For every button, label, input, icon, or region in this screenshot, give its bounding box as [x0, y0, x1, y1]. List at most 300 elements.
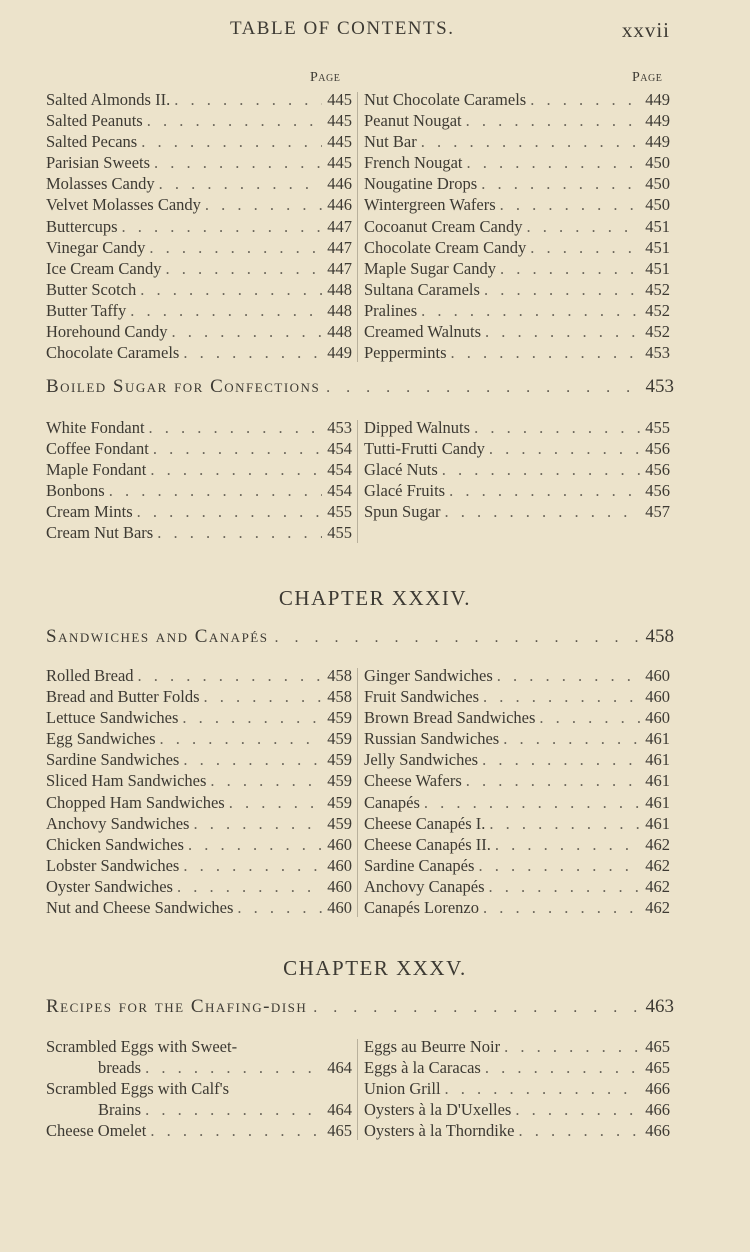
toc-entry — [46, 111, 352, 132]
entry-page: 452 — [645, 322, 670, 342]
toc-entry — [364, 502, 670, 523]
leader-dots — [205, 195, 322, 215]
leader-dots — [445, 502, 640, 522]
entry-title: Chopped Ham Sandwiches — [46, 792, 225, 812]
entry-page: 447 — [327, 237, 352, 257]
leader-dots — [466, 111, 640, 131]
toc-entry — [364, 280, 670, 301]
entry-title: Oyster Sandwiches — [46, 876, 173, 896]
leader-dots — [183, 343, 322, 363]
entry-page: 449 — [645, 90, 670, 109]
entry-page: 447 — [327, 258, 352, 278]
leader-dots — [527, 217, 640, 237]
entry-page: 448 — [327, 322, 352, 342]
entry-title: Cream Nut Bars — [46, 523, 154, 543]
entry-page: 464 — [327, 1100, 352, 1120]
entry-title: Nut and Cheese Sandwiches — [46, 898, 234, 918]
toc-entry — [46, 666, 352, 687]
entry-title: Canapés Lorenzo — [364, 898, 479, 918]
entry-page: 447 — [327, 216, 352, 236]
entry-title: Jelly Sandwiches — [364, 750, 479, 770]
leader-dots — [204, 687, 322, 707]
entry-title: Nut Chocolate Caramels — [364, 90, 527, 109]
leader-dots — [474, 418, 640, 438]
entry-title: Tutti-Frutti Candy — [364, 439, 485, 459]
toc-entry — [364, 771, 670, 792]
right-column — [364, 1037, 670, 1142]
entry-page: 449 — [327, 343, 352, 363]
right-column — [364, 90, 670, 364]
leader-dots — [445, 1079, 640, 1099]
entry-page: 459 — [327, 708, 352, 728]
leader-dots — [210, 771, 322, 791]
toc-entry — [46, 708, 352, 729]
entry-title: Butter Taffy — [46, 300, 127, 320]
leader-dots — [130, 301, 322, 321]
entry-page: 456 — [645, 460, 670, 480]
entry-page: 458 — [327, 687, 352, 707]
section-heading-sandwiches — [46, 626, 674, 648]
entry-page: 451 — [645, 237, 670, 257]
toc-entry — [364, 460, 670, 481]
leader-dots — [481, 174, 640, 194]
running-title: TABLE OF CONTENTS. — [230, 18, 455, 39]
leader-dots — [140, 280, 322, 300]
toc-entry — [364, 343, 670, 364]
section-title: Boiled Sugar for Confections — [46, 376, 321, 397]
toc-entry — [46, 322, 352, 343]
entry-title: Maple Sugar Candy — [364, 258, 496, 278]
entry-title: Lettuce Sandwiches — [46, 708, 179, 728]
leader-dots — [149, 238, 322, 258]
leader-dots — [145, 1058, 322, 1078]
entry-page: 454 — [327, 460, 352, 480]
leader-dots — [154, 153, 322, 173]
entry-title: Peppermints — [364, 343, 447, 363]
column-divider — [357, 668, 358, 917]
entry-title: Dipped Walnuts — [364, 418, 471, 437]
entry-page: 453 — [645, 343, 670, 363]
entries-group-sandwiches — [46, 666, 676, 919]
toc-entry — [364, 132, 670, 153]
toc-entry — [46, 729, 352, 750]
toc-entry — [364, 418, 670, 439]
entries-group-confections — [46, 90, 676, 364]
page-column-label-right: Page — [632, 70, 663, 85]
entry-title: Eggs à la Caracas — [364, 1058, 481, 1078]
entry-page: 452 — [645, 300, 670, 320]
entry-page: 459 — [327, 813, 352, 833]
entry-title: Wintergreen Wafers — [364, 195, 496, 215]
leader-dots — [442, 460, 640, 480]
toc-entry — [364, 814, 670, 835]
leader-dots — [485, 1058, 640, 1078]
entry-title: Ice Cream Candy — [46, 258, 162, 278]
leader-dots — [137, 502, 322, 522]
entry-title: Bread and Butter Folds — [46, 687, 200, 707]
toc-entry — [364, 666, 670, 687]
leader-dots — [174, 90, 322, 110]
leader-dots — [147, 111, 322, 131]
toc-entry — [364, 877, 670, 898]
entry-page: 459 — [327, 750, 352, 770]
entry-title: Salted Peanuts — [46, 111, 143, 131]
leader-dots — [482, 750, 640, 770]
toc-entry — [46, 90, 352, 111]
entry-title: Maple Fondant — [46, 460, 147, 480]
entry-page: 459 — [327, 729, 352, 749]
entry-title: Butter Scotch — [46, 279, 137, 299]
section-page: 463 — [645, 996, 674, 1017]
entry-title: Horehound Candy — [46, 322, 168, 342]
entry-title: Lobster Sandwiches — [46, 855, 180, 875]
chapter-heading-34: CHAPTER XXXIV. — [278, 586, 472, 610]
toc-entry — [46, 439, 352, 460]
leader-dots — [165, 259, 322, 279]
toc-entry — [364, 1121, 670, 1142]
section-heading-chafing-dish — [46, 996, 674, 1018]
toc-entry — [46, 502, 352, 523]
leader-dots — [421, 132, 640, 152]
entry-title: Cocoanut Cream Candy — [364, 216, 523, 236]
toc-entry — [46, 1100, 352, 1121]
entry-title: Fruit Sandwiches — [364, 687, 480, 707]
leader-dots — [159, 174, 322, 194]
toc-entry — [364, 301, 670, 322]
toc-entry — [364, 856, 670, 877]
entry-title: Chocolate Cream Candy — [364, 237, 527, 257]
toc-entry — [364, 238, 670, 259]
entry-title: Salted Almonds II. — [46, 90, 171, 109]
right-column — [364, 666, 670, 919]
toc-entry — [46, 238, 352, 259]
leader-dots — [515, 1100, 640, 1120]
entry-title: French Nougat — [364, 153, 463, 173]
entry-title: Velvet Molasses Candy — [46, 195, 201, 215]
entry-title: Brains — [98, 1100, 142, 1120]
toc-entry — [46, 750, 352, 771]
leader-dots — [497, 666, 640, 686]
toc-entry — [46, 301, 352, 322]
toc-entry — [364, 793, 670, 814]
leader-dots — [500, 259, 640, 279]
entry-page: 457 — [645, 502, 670, 522]
leader-dots — [171, 322, 322, 342]
toc-entry — [364, 322, 670, 343]
entry-page: 446 — [327, 174, 352, 194]
leader-dots — [183, 856, 322, 876]
entry-title: Brown Bread Sandwiches — [364, 708, 536, 728]
entry-page: 454 — [327, 439, 352, 459]
leader-dots — [451, 343, 641, 363]
entry-page: 454 — [327, 481, 352, 501]
page-column-label-left: Page — [310, 70, 341, 85]
toc-entry — [364, 1058, 670, 1079]
entry-title: Buttercups — [46, 216, 118, 236]
leader-dots — [229, 793, 322, 813]
entry-page: 460 — [645, 708, 670, 728]
toc-entry — [364, 1037, 670, 1058]
toc-entry — [364, 259, 670, 280]
column-divider — [357, 420, 358, 543]
toc-entry — [46, 771, 352, 792]
toc-entry — [364, 687, 670, 708]
leader-dots — [489, 439, 640, 459]
entry-page: 445 — [327, 90, 352, 109]
entry-page: 462 — [645, 876, 670, 896]
entry-page: 451 — [645, 258, 670, 278]
leader-dots — [160, 729, 322, 749]
toc-entry — [46, 898, 352, 919]
entry-title: Anchovy Canapés — [364, 876, 485, 896]
toc-entry — [46, 687, 352, 708]
entry-title: Chocolate Caramels — [46, 343, 180, 363]
entry-page: 456 — [645, 481, 670, 501]
entry-page: 462 — [645, 898, 670, 918]
entry-page: 448 — [327, 300, 352, 320]
leader-dots — [500, 195, 640, 215]
leader-dots — [141, 132, 322, 152]
entry-title: Bonbons — [46, 481, 105, 501]
toc-entry — [364, 481, 670, 502]
entry-title: Glacé Fruits — [364, 481, 446, 501]
entry-page: 455 — [327, 502, 352, 522]
entry-page: 450 — [645, 195, 670, 215]
leader-dots — [150, 460, 322, 480]
leader-dots — [530, 90, 640, 110]
leader-dots — [503, 729, 640, 749]
leader-dots — [485, 322, 640, 342]
entry-title: Sardine Sandwiches — [46, 750, 180, 770]
entry-title: Cheese Canapés II. — [364, 834, 491, 854]
entry-page: 465 — [645, 1037, 670, 1056]
leader-dots — [424, 793, 640, 813]
column-divider — [357, 1039, 358, 1140]
entry-page: 462 — [645, 834, 670, 854]
entry-title: Eggs au Beurre Noir — [364, 1037, 501, 1056]
entry-title: breads — [98, 1058, 142, 1078]
entry-title: Cheese Omelet — [46, 1121, 147, 1141]
leader-dots — [539, 708, 640, 728]
leader-dots — [149, 418, 322, 438]
entry-title: Pralines — [364, 300, 418, 320]
leader-dots — [177, 877, 322, 897]
toc-entry — [364, 898, 670, 919]
entry-title: Vinegar Candy — [46, 237, 146, 257]
entry-title: Scrambled Eggs with Calf's — [46, 1079, 230, 1099]
entry-page: 460 — [327, 898, 352, 918]
entry-title: Oysters à la Thorndike — [364, 1121, 515, 1141]
leader-dots — [495, 835, 640, 855]
entry-page: 451 — [645, 216, 670, 236]
toc-entry — [364, 217, 670, 238]
entry-title: Parisian Sweets — [46, 153, 151, 173]
leader-dots — [518, 1121, 640, 1141]
toc-entry — [46, 132, 352, 153]
leader-dots — [138, 666, 322, 686]
entries-group-chafing-dish — [46, 1037, 676, 1142]
entry-page: 446 — [327, 195, 352, 215]
toc-entry — [46, 343, 352, 364]
entry-title: Union Grill — [364, 1079, 441, 1099]
leader-dots — [421, 301, 640, 321]
toc-entry — [46, 877, 352, 898]
toc-entry — [364, 111, 670, 132]
left-column — [46, 666, 352, 919]
leader-dots — [489, 877, 640, 897]
entry-title: Nut Bar — [364, 132, 417, 152]
left-column — [46, 90, 352, 364]
entry-title: Oysters à la D'Uxelles — [364, 1100, 512, 1120]
toc-entry — [46, 481, 352, 502]
toc-entry — [46, 1037, 352, 1058]
toc-entry — [364, 708, 670, 729]
toc-entry — [364, 153, 670, 174]
entry-title: White Fondant — [46, 418, 145, 437]
toc-entry — [46, 1058, 352, 1079]
leader-dots — [237, 898, 322, 918]
toc-entry — [46, 856, 352, 877]
toc-entry — [46, 1121, 352, 1142]
section-page: 458 — [645, 626, 674, 647]
entry-page: 455 — [645, 418, 670, 437]
leader-dots — [489, 814, 640, 834]
entry-page: 445 — [327, 132, 352, 152]
toc-entry — [364, 750, 670, 771]
entries-group-boiled-sugar — [46, 418, 676, 545]
entry-title: Sardine Canapés — [364, 855, 475, 875]
toc-entry — [364, 195, 670, 216]
entry-title: Sultana Caramels — [364, 279, 480, 299]
entry-page: 455 — [327, 523, 352, 543]
toc-entry — [364, 174, 670, 195]
toc-entry — [46, 153, 352, 174]
leader-dots — [483, 898, 640, 918]
leader-dots — [183, 750, 322, 770]
entry-page: 459 — [327, 771, 352, 791]
entry-page: 466 — [645, 1100, 670, 1120]
entry-title: Cheese Canapés I. — [364, 813, 486, 833]
entry-title: Spun Sugar — [364, 502, 441, 522]
toc-entry — [364, 835, 670, 856]
entry-title: Coffee Fondant — [46, 439, 149, 459]
entry-page: 461 — [645, 813, 670, 833]
toc-entry — [46, 418, 352, 439]
entry-page: 449 — [645, 111, 670, 131]
leader-dots — [313, 999, 639, 1017]
section-title: Sandwiches and Canapés — [46, 626, 269, 647]
toc-entry — [364, 729, 670, 750]
page-folio: xxvii — [621, 18, 670, 42]
section-heading-boiled-sugar — [46, 376, 674, 398]
toc-entry — [46, 195, 352, 216]
leader-dots — [449, 481, 640, 501]
entry-page: 445 — [327, 111, 352, 131]
entry-page: 460 — [327, 834, 352, 854]
entry-page: 466 — [645, 1079, 670, 1099]
left-column — [46, 1037, 352, 1142]
leader-dots — [274, 629, 639, 647]
entry-page: 452 — [645, 279, 670, 299]
entry-title: Canapés — [364, 792, 420, 812]
entry-page: 448 — [327, 279, 352, 299]
entry-page: 456 — [645, 439, 670, 459]
entry-page: 450 — [645, 153, 670, 173]
toc-entry — [46, 280, 352, 301]
entry-page: 460 — [645, 687, 670, 707]
entry-title: Salted Pecans — [46, 132, 138, 152]
entry-title: Creamed Walnuts — [364, 322, 482, 342]
leader-dots — [188, 835, 322, 855]
entry-title: Peanut Nougat — [364, 111, 462, 131]
leader-dots — [466, 771, 640, 791]
entry-title: Russian Sandwiches — [364, 729, 500, 749]
entry-title: Ginger Sandwiches — [364, 666, 493, 685]
entry-page: 460 — [327, 876, 352, 896]
column-divider — [357, 92, 358, 362]
entry-page: 449 — [645, 132, 670, 152]
entry-page: 466 — [645, 1121, 670, 1141]
entry-title: Sliced Ham Sandwiches — [46, 771, 207, 791]
entry-page: 453 — [327, 418, 352, 437]
chapter-heading-35: CHAPTER XXXV. — [283, 956, 467, 980]
leader-dots — [504, 1037, 640, 1057]
entry-page: 460 — [645, 666, 670, 685]
toc-entry — [46, 460, 352, 481]
entry-page: 465 — [327, 1121, 352, 1141]
entry-page: 459 — [327, 792, 352, 812]
toc-entry — [364, 1079, 670, 1100]
toc-entry — [46, 217, 352, 238]
leader-dots — [153, 439, 322, 459]
entry-title: Chicken Sandwiches — [46, 834, 184, 854]
entry-page: 462 — [645, 855, 670, 875]
leader-dots — [467, 153, 640, 173]
leader-dots — [326, 379, 639, 397]
leader-dots — [122, 217, 323, 237]
entry-title: Rolled Bread — [46, 666, 134, 685]
leader-dots — [109, 481, 322, 501]
leader-dots — [157, 523, 322, 543]
leader-dots — [193, 814, 322, 834]
entry-page: 460 — [327, 855, 352, 875]
toc-entry — [46, 793, 352, 814]
toc-entry — [46, 523, 352, 544]
toc-entry — [364, 90, 670, 111]
entry-page: 445 — [327, 153, 352, 173]
entry-page: 465 — [645, 1058, 670, 1078]
leader-dots — [150, 1121, 322, 1141]
entry-page: 450 — [645, 174, 670, 194]
toc-entry — [364, 439, 670, 460]
section-page: 453 — [645, 376, 674, 397]
leader-dots — [530, 238, 640, 258]
toc-entry — [46, 814, 352, 835]
leader-dots — [478, 856, 640, 876]
entry-page: 464 — [327, 1058, 352, 1078]
entry-title: Nougatine Drops — [364, 174, 478, 194]
entry-title: Molasses Candy — [46, 174, 155, 194]
entry-page: 461 — [645, 771, 670, 791]
leader-dots — [182, 708, 322, 728]
toc-entry — [364, 1100, 670, 1121]
toc-entry — [46, 1079, 352, 1100]
left-column — [46, 418, 352, 545]
entry-title: Glacé Nuts — [364, 460, 438, 480]
entry-title: Anchovy Sandwiches — [46, 813, 190, 833]
leader-dots — [483, 687, 640, 707]
leader-dots — [145, 1100, 322, 1120]
